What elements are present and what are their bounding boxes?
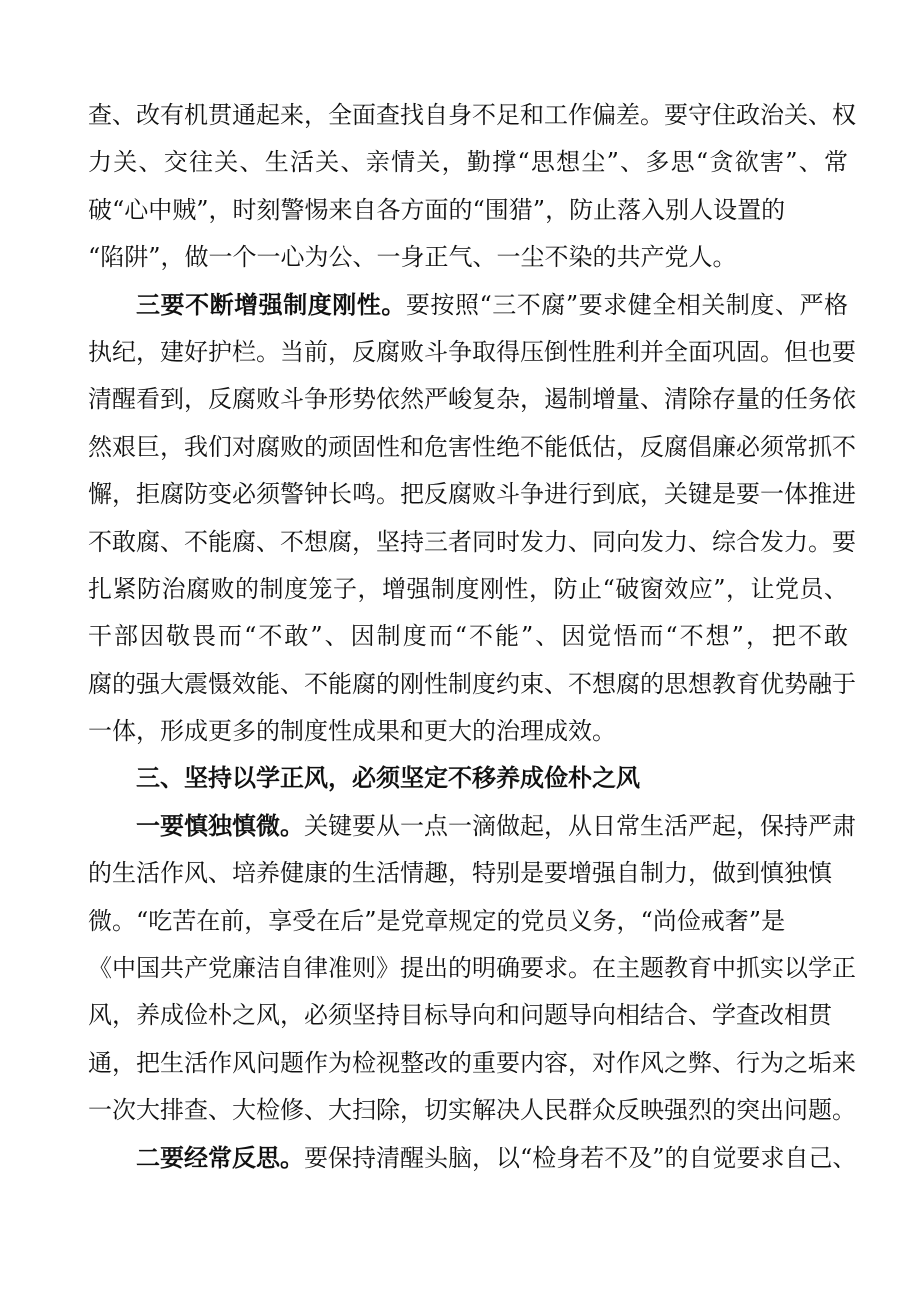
text-line: “陷阱”，做一个一心为公、一身正气、一尘不染的共产党人。 <box>88 243 737 272</box>
paragraph-text: 要保持清醒头脑，以“检身若不及”的自觉要求自己、 <box>304 1143 857 1172</box>
text-line: 清醒看到，反腐败斗争形势依然严峻复杂，遏制增量、清除存量的任务依 <box>88 385 856 414</box>
text-line: 风，养成俭朴之风，必须坚持目标导向和问题导向相结合、学查改相贯 <box>88 1001 832 1030</box>
text-line: 的生活作风、培养健康的生活情趣，特别是要增强自制力，做到慎独慎 <box>88 859 832 888</box>
paragraph-first-line <box>88 1135 857 1182</box>
text-line: 不敢腐、不能腐、不想腐，坚持三者同时发力、同向发力、综合发力。要 <box>88 527 856 556</box>
text-line: 查、改有机贯通起来，全面查找自身不足和工作偏差。要守住政治关、权 <box>88 101 856 129</box>
text-line: 通，把生活作风问题作为检视整改的重要内容，对作风之弊、行为之垢来 <box>88 1048 856 1077</box>
text-line: 一体，形成更多的制度性成果和更大的治理成效。 <box>88 717 616 746</box>
paragraph-first-line <box>88 803 856 850</box>
text-line: 《中国共产党廉洁自律准则》提出的明确要求。在主题教育中抓实以学正 <box>88 954 856 983</box>
text-line: 一次大排查、大检修、大扫除，切实解决人民群众反映强烈的突出问题。 <box>88 1096 856 1125</box>
text-line: 然艰巨，我们对腐败的顽固性和危害性绝不能低估，反腐倡廉必须常抓不 <box>88 432 856 461</box>
text-line: 懈，拒腐防变必须警钟长鸣。把反腐败斗争进行到底，关键是要一体推进 <box>88 480 856 509</box>
paragraph-lead: 三要不断增强制度刚性。 <box>136 290 406 319</box>
text-line: 力关、交往关、生活关、亲情关，勤撑“思想尘”、多思“贪欲害”、常 <box>88 148 848 177</box>
text-line: 微。“吃苦在前，享受在后”是党章规定的党员义务，“尚俭戒奢”是 <box>88 906 786 935</box>
paragraph-first-line <box>88 282 848 329</box>
text-line: 干部因敬畏而“不敢”、因制度而“不能”、因觉悟而“不想”，把不敢 <box>88 622 848 651</box>
text-line: 破“心中贼”，时刻警惕来自各方面的“围猎”，防止落入别人设置的 <box>88 195 786 224</box>
paragraph-text: 关键要从一点一滴做起，从日常生活严起，保持严肃 <box>304 811 856 840</box>
paragraph-lead: 一要慎独慎微。 <box>136 811 304 840</box>
paragraph-lead: 二要经常反思。 <box>136 1143 304 1172</box>
document-page <box>88 92 857 1182</box>
paragraph-text: 要按照“三不腐”要求健全相关制度、严格 <box>405 290 849 319</box>
text-line: 腐的强大震慑效能、不能腐的刚性制度约束、不想腐的思想教育优势融于 <box>88 669 856 698</box>
section-heading: 三、坚持以学正风，必须坚定不移养成俭朴之风 <box>136 764 640 793</box>
text-line: 执纪，建好护栏。当前，反腐败斗争取得压倒性胜利并全面巩固。但也要 <box>88 337 856 366</box>
text-line: 扎紧防治腐败的制度笼子，增强制度刚性，防止“破窗效应”，让党员、 <box>88 574 848 603</box>
